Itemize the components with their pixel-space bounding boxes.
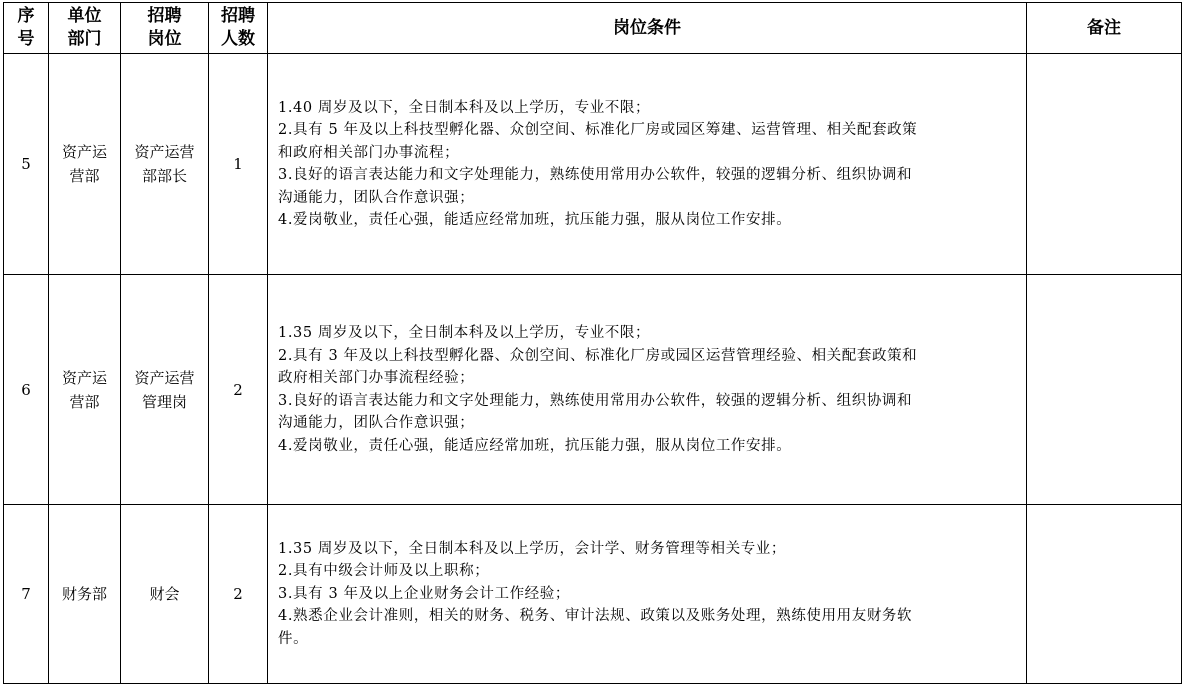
row-count: 2 — [209, 505, 268, 684]
requirement-line: 沟通能力，团队合作意识强； — [278, 189, 475, 206]
requirement-line: 3.良好的语言表达能力和文字处理能力，熟练使用常用办公软件，较强的逻辑分析、组织协调和 — [278, 392, 913, 409]
recruitment-table — [3, 2, 1182, 684]
row-requirements — [268, 54, 1027, 275]
row-index: 6 — [4, 275, 49, 505]
row-department: 财务部 — [49, 505, 121, 684]
requirement-line: 2.具有 5 年及以上科技型孵化器、众创空间、标准化厂房或园区筹建、运营管理、相关配套政策 — [278, 122, 918, 138]
row-index: 5 — [4, 54, 49, 275]
requirement-line: 1.40 周岁及以下，全日制本科及以上学历，专业不限； — [278, 99, 651, 116]
header-position: 招聘 岗位 — [121, 3, 209, 54]
row-notes — [1027, 275, 1182, 505]
requirement-line: 4.爱岗敬业，责任心强，能适应经常加班，抗压能力强，服从岗位工作安排。 — [278, 437, 792, 454]
row-requirements — [268, 275, 1027, 505]
requirement-line: 1.35 周岁及以下，全日制本科及以上学历，专业不限； — [278, 325, 651, 341]
row-position: 资产运营 部部长 — [121, 54, 209, 275]
requirement-line: 政府相关部门办事流程经验； — [278, 370, 475, 386]
requirement-line: 4.爱岗敬业，责任心强，能适应经常加班，抗压能力强，服从岗位工作安排。 — [278, 212, 792, 228]
table-row — [4, 505, 1182, 684]
requirement-line: 2.具有 3 年及以上科技型孵化器、众创空间、标准化厂房或园区运营管理经验、相关配套政策和 — [278, 347, 918, 364]
row-notes — [1027, 505, 1182, 684]
row-position: 财会 — [121, 505, 209, 684]
table-row — [4, 275, 1182, 505]
requirement-line: 4.熟悉企业会计准则，相关的财务、税务、审计法规、政策以及账务处理，熟练使用用友财务软 — [278, 608, 913, 625]
requirement-line: 件。 — [278, 630, 309, 647]
row-department: 资产运 营部 — [49, 275, 121, 505]
row-index: 7 — [4, 505, 49, 684]
requirement-line: 1.35 周岁及以下，全日制本科及以上学历，会计学、财务管理等相关专业； — [278, 540, 786, 557]
requirement-line: 和政府相关部门办事流程； — [278, 144, 460, 161]
row-department: 资产运 营部 — [49, 54, 121, 275]
requirement-line: 沟通能力，团队合作意识强； — [278, 415, 475, 431]
header-notes: 备注 — [1027, 3, 1182, 54]
header-row — [4, 3, 1182, 54]
header-department: 单位 部门 — [49, 3, 121, 54]
row-requirements — [268, 505, 1027, 684]
row-count: 2 — [209, 275, 268, 505]
requirement-line: 2.具有中级会计师及以上职称； — [278, 563, 490, 580]
header-requirements: 岗位条件 — [268, 3, 1027, 54]
requirement-line: 3.具有 3 年及以上企业财务会计工作经验； — [278, 585, 570, 602]
header-index: 序 号 — [4, 3, 49, 54]
row-count: 1 — [209, 54, 268, 275]
table-row — [4, 54, 1182, 275]
header-count: 招聘 人数 — [209, 3, 268, 54]
row-position: 资产运营 管理岗 — [121, 275, 209, 505]
requirement-line: 3.良好的语言表达能力和文字处理能力，熟练使用常用办公软件，较强的逻辑分析、组织协调和 — [278, 167, 913, 183]
row-notes — [1027, 54, 1182, 275]
